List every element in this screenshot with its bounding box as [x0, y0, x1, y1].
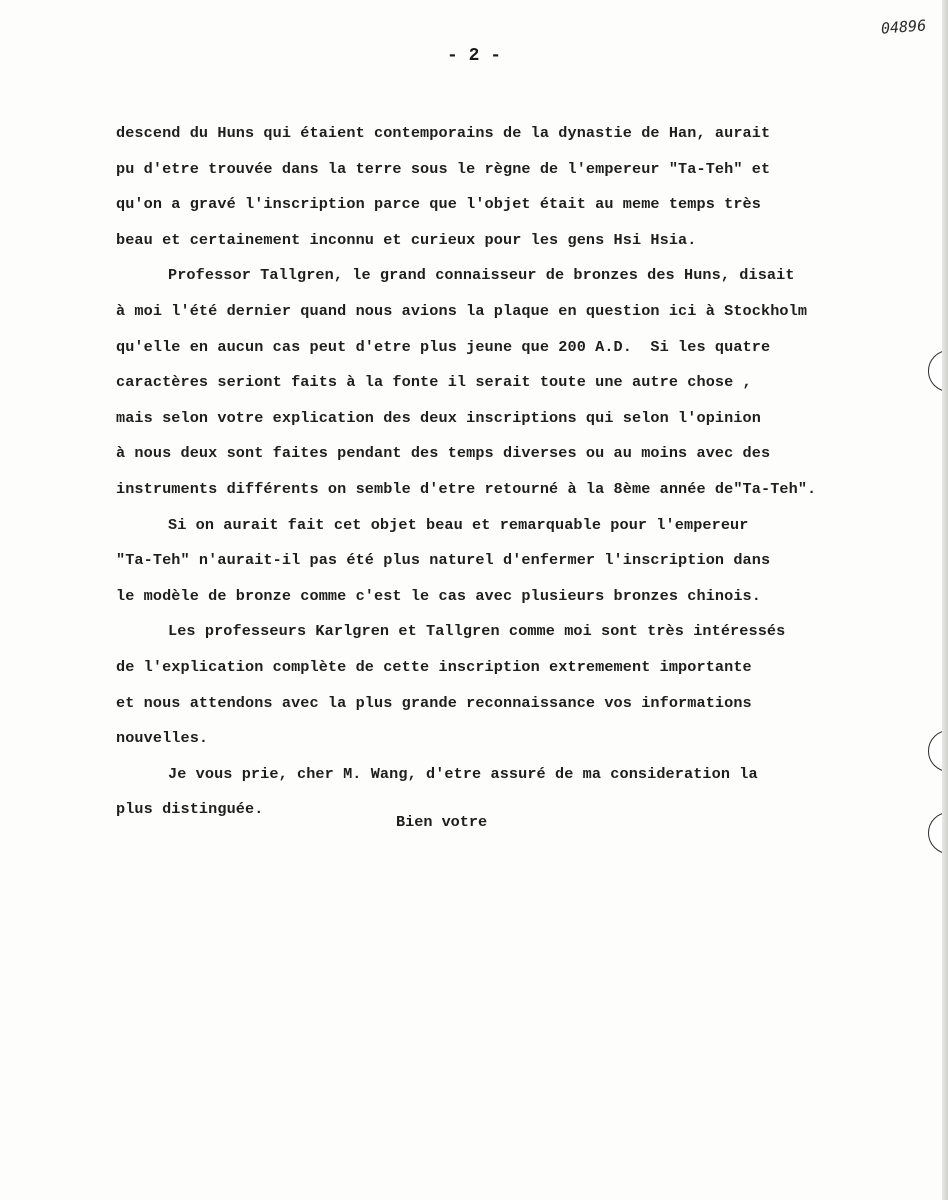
paragraph-start: Si on aurait fait cet objet beau et remarquable pour l'empereur: [168, 515, 749, 534]
text-line: de l'explication complète de cette inscription extremement importante: [116, 657, 752, 676]
text-line: plus distinguée.: [116, 800, 264, 819]
text-line: le modèle de bronze comme c'est le cas avec plusieurs bronzes chinois.: [116, 586, 761, 605]
text-line: caractères seriont faits à la fonte il serait toute une autre chose ,: [116, 373, 752, 392]
text-line: qu'on a gravé l'inscription parce que l'objet était au meme temps très: [116, 195, 761, 214]
text-line: instruments différents on semble d'etre retourné à la 8ème année de"Ta-Teh".: [116, 479, 817, 498]
page-edge: [942, 0, 948, 1200]
paragraph-start: Professor Tallgren, le grand connaisseur de bronzes des Huns, disait: [168, 266, 795, 285]
text-line: pu d'etre trouvée dans la terre sous le règne de l'empereur "Ta-Teh" et: [116, 159, 771, 178]
text-line: et nous attendons avec la plus grande reconnaissance vos informations: [116, 693, 752, 712]
text-line: mais selon votre explication des deux inscriptions qui selon l'opinion: [116, 408, 761, 427]
text-line: nouvelles.: [116, 729, 209, 748]
text-line: beau et certainement inconnu et curieux pour les gens Hsi Hsia.: [116, 230, 697, 249]
page-number: - 2 -: [446, 46, 501, 66]
text-line: "Ta-Teh" n'aurait-il pas été plus naturel d'enfermer l'inscription dans: [116, 551, 771, 570]
text-line: descend du Huns qui étaient contemporains de la dynastie de Han, aurait: [116, 124, 771, 142]
letter-body: [116, 116, 876, 828]
closing-salutation: Bien votre: [396, 813, 488, 831]
text-line: à nous deux sont faites pendant des temps diverses ou au moins avec des: [116, 444, 771, 463]
paragraph-start: Les professeurs Karlgren et Tallgren comme moi sont très intéressés: [168, 622, 786, 641]
archive-number: 04896: [880, 16, 927, 38]
paragraph-start: Je vous prie, cher M. Wang, d'etre assuré de ma consideration la: [168, 764, 758, 783]
text-line: qu'elle en aucun cas peut d'etre plus jeune que 200 A.D. Si les quatre: [116, 337, 771, 356]
text-line: à moi l'été dernier quand nous avions la plaque en question ici à Stockholm: [116, 301, 808, 320]
